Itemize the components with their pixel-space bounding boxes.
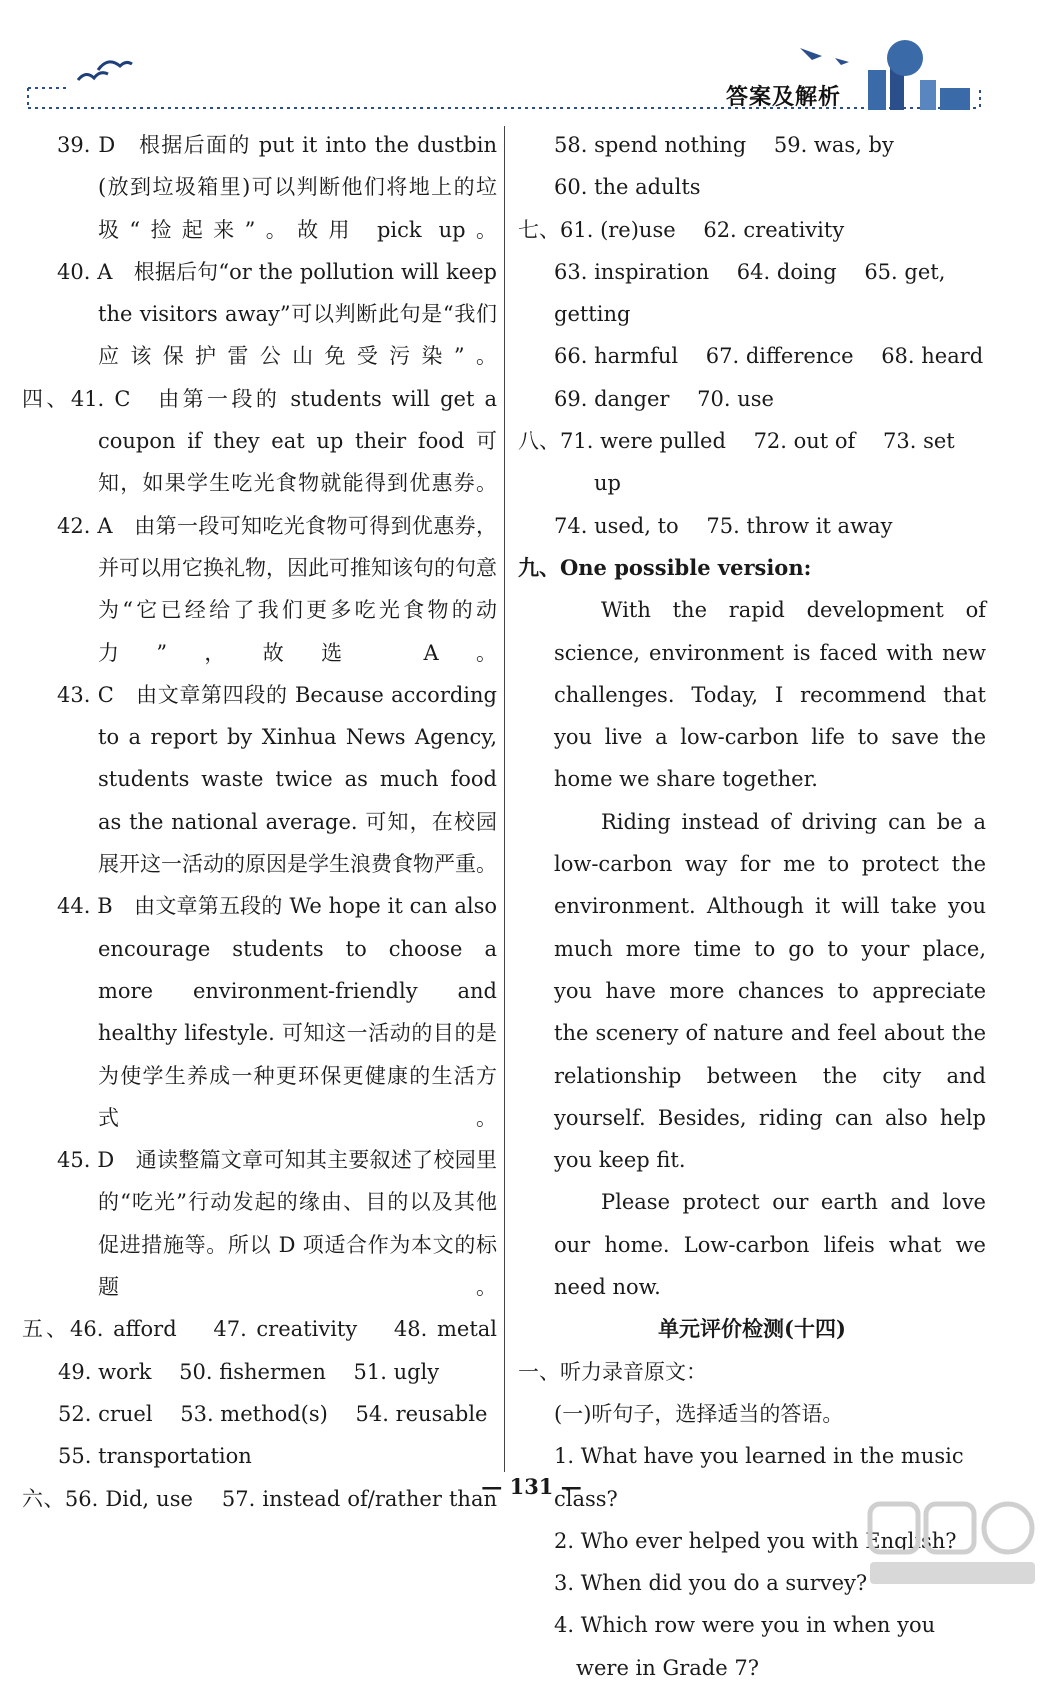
left-entry: 45. D 通读整篇文章可知其主要叙述了校园里的“吃光”行动发起的缘由、目的以及其他促进措施等。所以 D 项适合作为本文的标题。 [57,1148,497,1300]
right-entry: 58. spend nothing 59. was, by [554,133,894,157]
page-header [0,0,1063,125]
left-entry: 44. B 由文章第五段的 We hope it can also encourage students to choose a more environment-friendly and healthy lifestyle. 可知这一活动的目的是为使学生养成一种更环保更健康的生活方式。 [57,894,497,1130]
left-column [22,124,497,1520]
right-entry: 66. harmful 67. difference 68. heard [554,344,984,369]
right-entry: With the rapid development of science, environment is faced with new challenges. Today, I recommend that you live a low-carbon life to save the home we share together. [554,598,986,792]
right-entry: 九、One possible version: [518,554,812,580]
right-entry: 69. danger 70. use [554,386,774,411]
header-decoration [0,0,1063,125]
right-entry: 63. inspiration 64. doing 65. get, getting [554,259,946,327]
right-entry: 74. used, to 75. throw it away [554,513,893,538]
header-title: 答案及解析 [726,85,842,110]
right-entry: 2. Who ever helped you with English? [554,1528,957,1553]
right-entry: 60. the adults [554,175,701,200]
right-entry: Riding instead of driving can be a low-carbon way for me to protect the environment. Although it will take you much more time to go to your place, you have more chances to appreciate the scenery of nature and feel about the relationship between the city and yourself. Besides, riding can also help you keep fit. [554,809,986,1173]
right-entry: (一)听句子，选择适当的答语。 [554,1401,844,1426]
left-entry: 39. D 根据后面的 put it into the dustbin (放到垃圾箱里)可以判断他们将地上的垃圾“捡起来”。故用 pick up。 [57,133,497,242]
right-entry: 1. What have you learned in the music class? [554,1444,964,1511]
right-column [518,124,986,1689]
left-entry: 52. cruel 53. method(s) 54. reusable [58,1401,488,1426]
left-entry: 六、56. Did, use 57. instead of/rather than [22,1486,497,1511]
right-entry: 3. When did you do a survey? [554,1571,868,1596]
left-entry: 五、46. afford 47. creativity 48. metal [22,1317,497,1342]
right-entry: 单元评价检测(十四) [658,1316,846,1342]
right-entry: Please protect our earth and love our home. Low-carbon lifeis what we need now. [554,1190,986,1300]
left-entry: 四、41. C 由第一段的 students will get a coupon if they eat up their food 可知，如果学生吃光食物就能得到优惠券。 [22,386,497,496]
left-entry: 40. A 根据后句“or the pollution will keep the visitors away”可以判断此句是“我们应该保护雷公山免受污染”。 [57,259,497,369]
left-entry: 42. A 由第一段可知吃光食物可得到优惠券，并可以用它换礼物，因此可推知该句的句意为“它已经给了我们更多吃光食物的动力”，故选 A。 [57,513,497,665]
left-entry: 43. C 由文章第四段的 Because according to a report by Xinhua News Agency, students waste twice as much food as the national average. 可知，在校园展开这一活动的原因是学生浪费食物严重。 [57,682,497,877]
column-divider [504,126,505,1472]
page-number: — 131 — [481,1474,582,1499]
right-entry: 一、听力录音原文： [518,1359,707,1384]
left-entry: 55. transportation [58,1444,252,1469]
right-entry: 八、71. were pulled 72. out of 73. set up [518,429,955,496]
right-entry: 4. Which row were you in when you were in Grade 7? [554,1613,936,1680]
left-entry: 49. work 50. fishermen 51. ugly [58,1359,440,1384]
watermark-logo [862,1496,1042,1591]
right-entry: 七、61. (re)use 62. creativity [518,217,845,242]
